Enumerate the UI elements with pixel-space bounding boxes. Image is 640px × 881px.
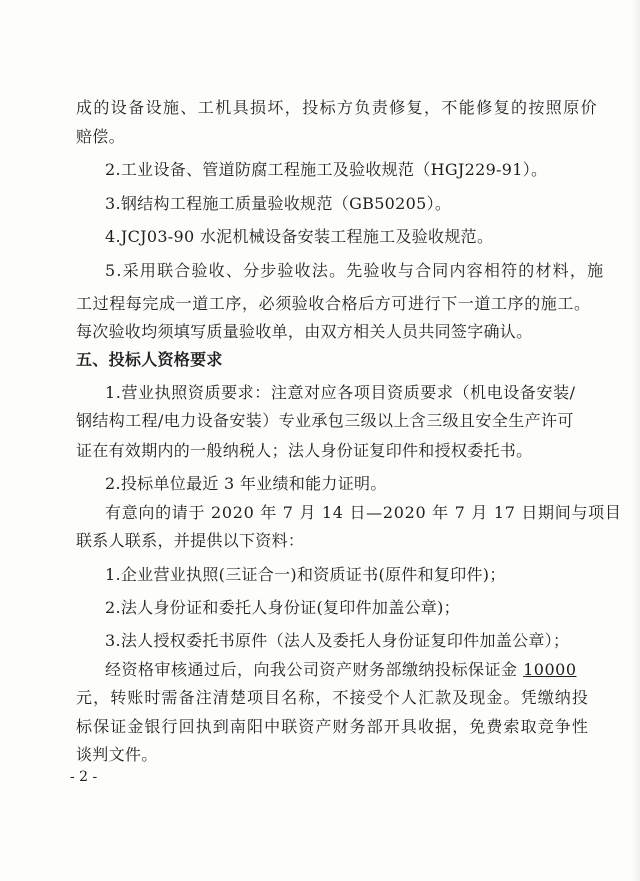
paragraph-line: 钢结构工程/电力设备安装）专业承包三级以上含三级且安全生产许可 xyxy=(76,411,574,430)
paragraph-line: 成的设备设施、工机具损坏，投标方负责修复，不能修复的按照原价 xyxy=(76,98,599,117)
list-item: 4.JCJ03-90 水泥机械设备安装工程施工及验收规范。 xyxy=(105,227,494,246)
paragraph-line: 联系人联系，并提供以下资料： xyxy=(76,531,305,550)
deposit-text: 经资格审核通过后，向我公司资产财务部缴纳投标保证金 xyxy=(105,660,524,679)
scan-edge-shadow xyxy=(632,0,640,881)
paragraph-line: 1.营业执照资质要求：注意对应各项目资质要求（机电设备安装/ xyxy=(105,383,576,402)
list-item: 2.工业设备、管道防腐工程施工及验收规范（HGJ229-91）。 xyxy=(105,160,548,179)
section-heading: 五、投标人资格要求 xyxy=(76,350,223,369)
paragraph-line: 赔偿。 xyxy=(76,127,125,146)
paragraph-line: 证在有效期内的一般纳税人；法人身份证复印件和授权委托书。 xyxy=(76,441,533,460)
list-item: 2.法人身份证和委托人身份证(复印件加盖公章)； xyxy=(105,598,460,617)
paragraph-line: 谈判文件。 xyxy=(76,745,158,764)
paragraph-line: 5.采用联合验收、分步验收法。先验收与合同内容相符的材料，施 xyxy=(105,261,605,280)
list-item: 2.投标单位最近 3 年业绩和能力证明。 xyxy=(105,474,387,493)
paragraph-line: 工过程每完成一道工序，必须验收合格后方可进行下一道工序的施工。 xyxy=(76,294,591,313)
paragraph-line: 元，转账时需备注清楚项目名称，不接受个人汇款及现金。凭缴纳投 xyxy=(76,688,590,707)
page-number: - 2 - xyxy=(70,769,98,785)
paragraph-line: 标保证金银行回执到南阳中联资产财务部开具收据，免费索取竞争性 xyxy=(76,717,590,736)
deposit-amount: 10000 xyxy=(523,660,577,679)
list-item: 3.钢结构工程施工质量验收规范（GB50205）。 xyxy=(105,194,452,213)
list-item: 3.法人授权委托书原件（法人及委托人身份证复印件加盖公章）； xyxy=(105,631,570,650)
paragraph-line: 每次验收均须填写质量验收单，由双方相关人员共同签字确认。 xyxy=(76,322,533,341)
list-item: 1.企业营业执照(三证合一)和资质证书(原件和复印件)； xyxy=(105,565,506,584)
paragraph-line: 有意向的请于 2020 年 7 月 14 日—2020 年 7 月 17 日期间与项目 xyxy=(105,503,622,522)
paragraph-line xyxy=(105,660,577,680)
